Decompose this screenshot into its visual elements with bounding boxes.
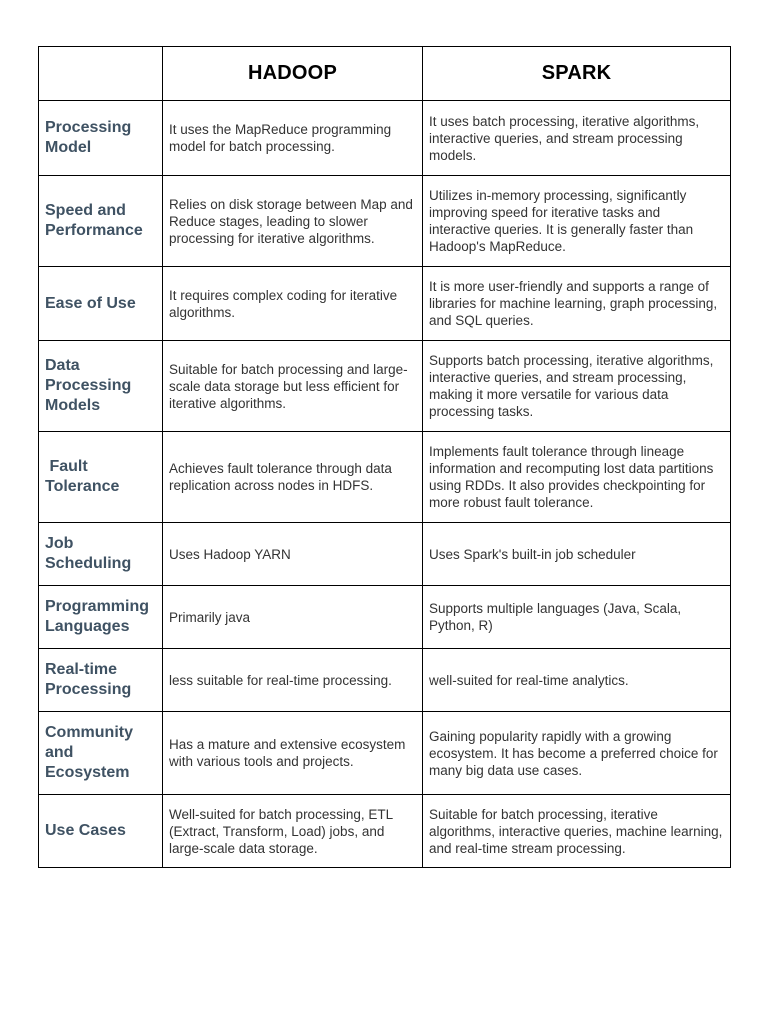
table-row <box>39 795 731 868</box>
spark-cell: Supports batch processing, iterative algorithms, interactive queries, and stream processing, making it more versatile for various data processing tasks. <box>423 341 731 432</box>
comparison-table <box>38 46 731 868</box>
spark-cell: Uses Spark's built-in job scheduler <box>423 523 731 586</box>
header-blank-cell <box>39 47 163 101</box>
spark-cell: It is more user-friendly and supports a range of libraries for machine learning, graph processing, and SQL queries. <box>423 267 731 341</box>
table-row <box>39 341 731 432</box>
spark-cell: Suitable for batch processing, iterative algorithms, interactive queries, machine learning, and real-time stream processing. <box>423 795 731 868</box>
table-row <box>39 432 731 523</box>
header-row <box>39 47 731 101</box>
header-hadoop: HADOOP <box>163 47 423 101</box>
hadoop-cell: It uses the MapReduce programming model for batch processing. <box>163 101 423 176</box>
table-row <box>39 586 731 649</box>
table-row <box>39 649 731 712</box>
hadoop-cell: less suitable for real-time processing. <box>163 649 423 712</box>
spark-cell: Implements fault tolerance through lineage information and recomputing lost data partitions using RDDs. It also provides checkpointing for more robust fault tolerance. <box>423 432 731 523</box>
feature-label: Data Processing Models <box>39 341 163 432</box>
feature-label: Fault Tolerance <box>39 432 163 523</box>
spark-cell: Supports multiple languages (Java, Scala, Python, R) <box>423 586 731 649</box>
feature-label: Real-time Processing <box>39 649 163 712</box>
feature-label: Ease of Use <box>39 267 163 341</box>
hadoop-cell: Well-suited for batch processing, ETL (Extract, Transform, Load) jobs, and large-scale data storage. <box>163 795 423 868</box>
table-row <box>39 176 731 267</box>
spark-cell: It uses batch processing, iterative algorithms, interactive queries, and stream processing models. <box>423 101 731 176</box>
spark-cell: well-suited for real-time analytics. <box>423 649 731 712</box>
hadoop-cell: Suitable for batch processing and large-scale data storage but less efficient for iterative algorithms. <box>163 341 423 432</box>
table-row <box>39 101 731 176</box>
hadoop-cell: Relies on disk storage between Map and Reduce stages, leading to slower processing for iterative algorithms. <box>163 176 423 267</box>
hadoop-cell: Has a mature and extensive ecosystem with various tools and projects. <box>163 712 423 795</box>
hadoop-cell: Primarily java <box>163 586 423 649</box>
table-row <box>39 267 731 341</box>
hadoop-cell: Achieves fault tolerance through data replication across nodes in HDFS. <box>163 432 423 523</box>
feature-label: Use Cases <box>39 795 163 868</box>
spark-cell: Gaining popularity rapidly with a growing ecosystem. It has become a preferred choice for many big data use cases. <box>423 712 731 795</box>
table-row <box>39 523 731 586</box>
feature-label: Community and Ecosystem <box>39 712 163 795</box>
hadoop-cell: Uses Hadoop YARN <box>163 523 423 586</box>
feature-label: Job Scheduling <box>39 523 163 586</box>
feature-label: Programming Languages <box>39 586 163 649</box>
table-row <box>39 712 731 795</box>
hadoop-cell: It requires complex coding for iterative algorithms. <box>163 267 423 341</box>
header-spark: SPARK <box>423 47 731 101</box>
spark-cell: Utilizes in-memory processing, significantly improving speed for iterative tasks and interactive queries. It is generally faster than Hadoop's MapReduce. <box>423 176 731 267</box>
feature-label: Processing Model <box>39 101 163 176</box>
feature-label: Speed and Performance <box>39 176 163 267</box>
